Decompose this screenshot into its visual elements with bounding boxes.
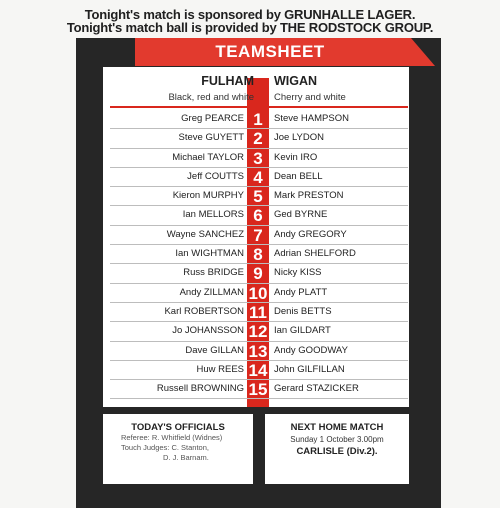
lineup-row — [110, 322, 408, 341]
away-player: Dean BELL — [274, 170, 323, 182]
shirt-number: 5 — [253, 187, 263, 207]
lineup-row — [110, 342, 408, 361]
away-player: Mark PRESTON — [274, 190, 344, 202]
lineup-row — [110, 380, 408, 399]
lineup-row — [110, 361, 408, 380]
officials-title: TODAY'S OFFICIALS — [131, 422, 225, 433]
referee-line: Referee: R. Whitfield (Widnes) — [121, 433, 223, 442]
home-player: Russ BRIDGE — [183, 267, 244, 279]
home-team-name: FULHAM — [201, 74, 254, 88]
shirt-number: 12 — [248, 322, 268, 342]
lineup-row — [110, 264, 408, 283]
away-player: Andy GOODWAY — [274, 344, 348, 356]
home-player: Wayne SANCHEZ — [166, 228, 244, 240]
lineup-list — [110, 110, 408, 399]
shirt-number: 9 — [253, 264, 263, 284]
home-player: Kieron MURPHY — [172, 190, 244, 202]
lineup-row — [110, 110, 408, 129]
away-player: Joe LYDON — [274, 132, 324, 144]
home-player: Jo JOHANSSON — [172, 325, 244, 337]
home-player: Andy ZILLMAN — [179, 286, 244, 298]
lineup-row — [110, 187, 408, 206]
home-player: Russell BROWNING — [156, 383, 244, 395]
away-team-colours: Cherry and white — [274, 92, 346, 103]
away-player: John GILFILLAN — [274, 363, 345, 375]
lineup-row — [110, 206, 408, 225]
home-player: Steve GUYETT — [178, 132, 244, 144]
touch-judges-line-1: Touch Judges: C. Stanton, — [121, 443, 209, 452]
home-player: Ian MELLORS — [182, 209, 244, 221]
touch-judges-line-2: D. J. Barnam. — [163, 453, 209, 462]
away-player: Andy GREGORY — [274, 228, 347, 240]
away-player: Nicky KISS — [274, 267, 322, 279]
shirt-number: 15 — [248, 380, 268, 400]
lineup-row — [110, 303, 408, 322]
shirt-number: 3 — [253, 148, 263, 168]
away-team-name: WIGAN — [274, 74, 318, 88]
teamsheet-title: TEAMSHEET — [215, 42, 325, 61]
away-player: Kevin IRO — [274, 151, 318, 163]
shirt-number: 8 — [253, 245, 263, 265]
shirt-number: 7 — [253, 225, 263, 245]
lineup-row — [110, 284, 408, 303]
shirt-number: 1 — [253, 110, 263, 129]
lineup-row — [110, 245, 408, 264]
sponsor-line-2: Tonight's match ball is provided by THE RODSTOCK GROUP. — [66, 20, 434, 35]
away-player: Andy PLATT — [274, 286, 328, 298]
next-match-date: Sunday 1 October 3.00pm — [290, 435, 384, 444]
shirt-number: 13 — [248, 341, 268, 361]
lineup-row — [110, 129, 408, 148]
lineup-row — [110, 226, 408, 245]
header-divider — [110, 106, 408, 108]
next-match-title: NEXT HOME MATCH — [290, 422, 384, 433]
shirt-number: 6 — [253, 206, 263, 226]
shirt-number: 14 — [248, 360, 268, 380]
home-player: Huw REES — [196, 363, 244, 375]
sponsor-line-1: Tonight's match is sponsored by GRUNHALLE LAGER. — [84, 7, 416, 22]
away-player: Gerard STAZICKER — [274, 383, 359, 395]
home-player: Dave GILLAN — [185, 344, 244, 356]
shirt-number: 4 — [253, 167, 263, 187]
next-match-opponent: CARLISLE (Div.2). — [296, 446, 378, 457]
away-player: Ged BYRNE — [274, 209, 328, 221]
away-player: Steve HAMPSON — [274, 113, 349, 124]
home-player: Jeff COUTTS — [187, 170, 244, 182]
lineup-row — [110, 168, 408, 187]
away-player: Denis BETTS — [274, 305, 332, 317]
shirt-number: 2 — [253, 129, 263, 149]
away-player: Adrian SHELFORD — [274, 248, 356, 260]
officials-box — [103, 414, 253, 484]
home-player: Greg PEARCE — [181, 113, 244, 124]
home-player: Ian WIGHTMAN — [175, 248, 244, 260]
home-player: Karl ROBERTSON — [164, 305, 244, 317]
home-team-colours: Black, red and white — [168, 92, 254, 103]
lineup-row — [110, 149, 408, 168]
shirt-number: 11 — [249, 302, 267, 322]
away-player: Ian GILDART — [274, 325, 331, 337]
home-player: Michael TAYLOR — [172, 151, 244, 163]
next-match-box — [265, 414, 409, 484]
shirt-number: 10 — [248, 283, 268, 303]
